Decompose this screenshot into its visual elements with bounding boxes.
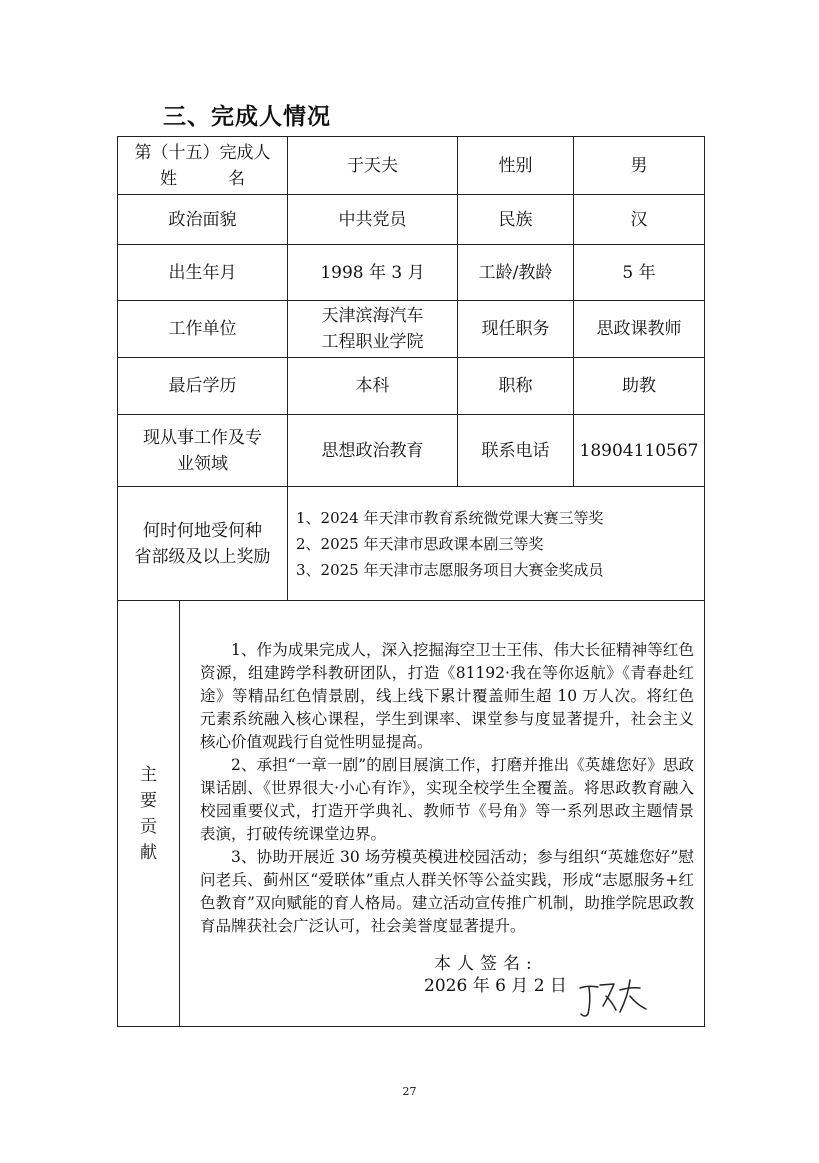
completer-info-table bbox=[117, 136, 705, 1027]
gender-label: 性别 bbox=[458, 137, 574, 195]
phone-value: 18904110567 bbox=[574, 415, 705, 487]
employer-label: 工作单位 bbox=[118, 301, 288, 358]
label-char: 贡 bbox=[140, 816, 157, 837]
row-field bbox=[118, 415, 705, 487]
award-item: 2、2025 年天津市思政课本剧三等奖 bbox=[296, 534, 544, 553]
row-contribution bbox=[118, 601, 705, 1027]
political-label: 政治面貌 bbox=[118, 195, 288, 245]
title-label: 职称 bbox=[458, 358, 574, 415]
birth-label: 出生年月 bbox=[118, 245, 288, 301]
handwritten-signature bbox=[576, 976, 654, 1022]
name-value: 于天夫 bbox=[288, 137, 458, 195]
contribution-paragraph: 1、作为成果完成人，深入挖掘海空卫士王伟、伟大长征精神等红色资源，组建跨学科教研团队，打造《81192·我在等你返航》《青春赴红途》等精品红色情景剧，线上线下累计覆盖师生超 10 万人次。将红色元素系统融入核心课程，学生到课率、课堂参与度显著提升，社会主义核心价值观践行自觉性明显提高。 bbox=[200, 641, 694, 751]
position-label: 现任职务 bbox=[458, 301, 574, 358]
seniority-value: 5 年 bbox=[574, 245, 705, 301]
row-birth bbox=[118, 245, 705, 301]
label-char: 献 bbox=[140, 842, 157, 863]
awards-list bbox=[288, 487, 705, 601]
position-value: 思政课教师 bbox=[574, 301, 705, 358]
field-label-line1: 现从事工作及专 bbox=[143, 427, 262, 448]
title-value: 助教 bbox=[574, 358, 705, 415]
row-employer bbox=[118, 301, 705, 358]
seniority-label: 工龄/教龄 bbox=[458, 245, 574, 301]
employer-value-line1: 天津滨海汽车 bbox=[321, 306, 424, 326]
education-value: 本科 bbox=[288, 358, 458, 415]
name-label-line1: 第（十五）完成人 bbox=[134, 142, 271, 163]
political-value: 中共党员 bbox=[288, 195, 458, 245]
page-number: 27 bbox=[402, 1085, 417, 1098]
birth-value: 1998 年 3 月 bbox=[288, 245, 458, 301]
row-awards bbox=[118, 487, 705, 601]
contribution-label-text bbox=[140, 762, 158, 866]
name-label-line2: 姓 名 bbox=[160, 168, 245, 189]
award-item: 1、2024 年天津市教育系统微党课大赛三等奖 bbox=[296, 508, 604, 527]
phone-label: 联系电话 bbox=[458, 415, 574, 487]
section-heading: 三、完成人情况 bbox=[163, 104, 331, 130]
awards-label-line1: 何时何地受何种 bbox=[143, 520, 262, 541]
contribution-label bbox=[118, 601, 180, 1027]
award-item: 3、2025 年天津市志愿服务项目大赛金奖成员 bbox=[296, 560, 604, 579]
contribution-content bbox=[180, 601, 705, 1027]
education-label: 最后学历 bbox=[118, 358, 288, 415]
row-name bbox=[118, 137, 705, 195]
field-label-line2: 业领域 bbox=[177, 453, 228, 474]
row-education bbox=[118, 358, 705, 415]
signature-date: 2026 年 6 月 2 日 bbox=[424, 976, 567, 996]
field-value: 思想政治教育 bbox=[288, 415, 458, 487]
awards-label-line2: 省部级及以上奖励 bbox=[134, 546, 271, 567]
awards-label bbox=[118, 487, 288, 601]
label-char: 要 bbox=[140, 790, 157, 811]
ethnicity-value: 汉 bbox=[574, 195, 705, 245]
contribution-paragraph: 2、承担“一章一剧”的剧目展演工作，打磨并推出《英雄您好》思政课话剧、《世界很大·小心有诈》，实现全校学生全覆盖。将思政教育融入校园重要仪式，打造开学典礼、教师节《号角》等一系列思政主题情景表演，打破传统课堂边界。 bbox=[200, 756, 694, 843]
contribution-paragraph: 3、协助开展近 30 场劳模英模进校园活动；参与组织“英雄您好”慰问老兵、蓟州区“爱联体”重点人群关怀等公益实践，形成“志愿服务+红色教育”双向赋能的育人格局。建立活动宣传推广机制，助推学院思政教育品牌获社会广泛认可，社会美誉度显著提升。 bbox=[200, 848, 694, 935]
signature-label: 本人签名: bbox=[434, 954, 538, 974]
field-label bbox=[118, 415, 288, 487]
employer-value-line2: 工程职业学院 bbox=[321, 332, 424, 352]
ethnicity-label: 民族 bbox=[458, 195, 574, 245]
contribution-body bbox=[180, 601, 704, 938]
label-char: 主 bbox=[140, 764, 157, 785]
name-label bbox=[118, 137, 288, 195]
employer-value bbox=[288, 301, 458, 358]
row-political bbox=[118, 195, 705, 245]
gender-value: 男 bbox=[574, 137, 705, 195]
